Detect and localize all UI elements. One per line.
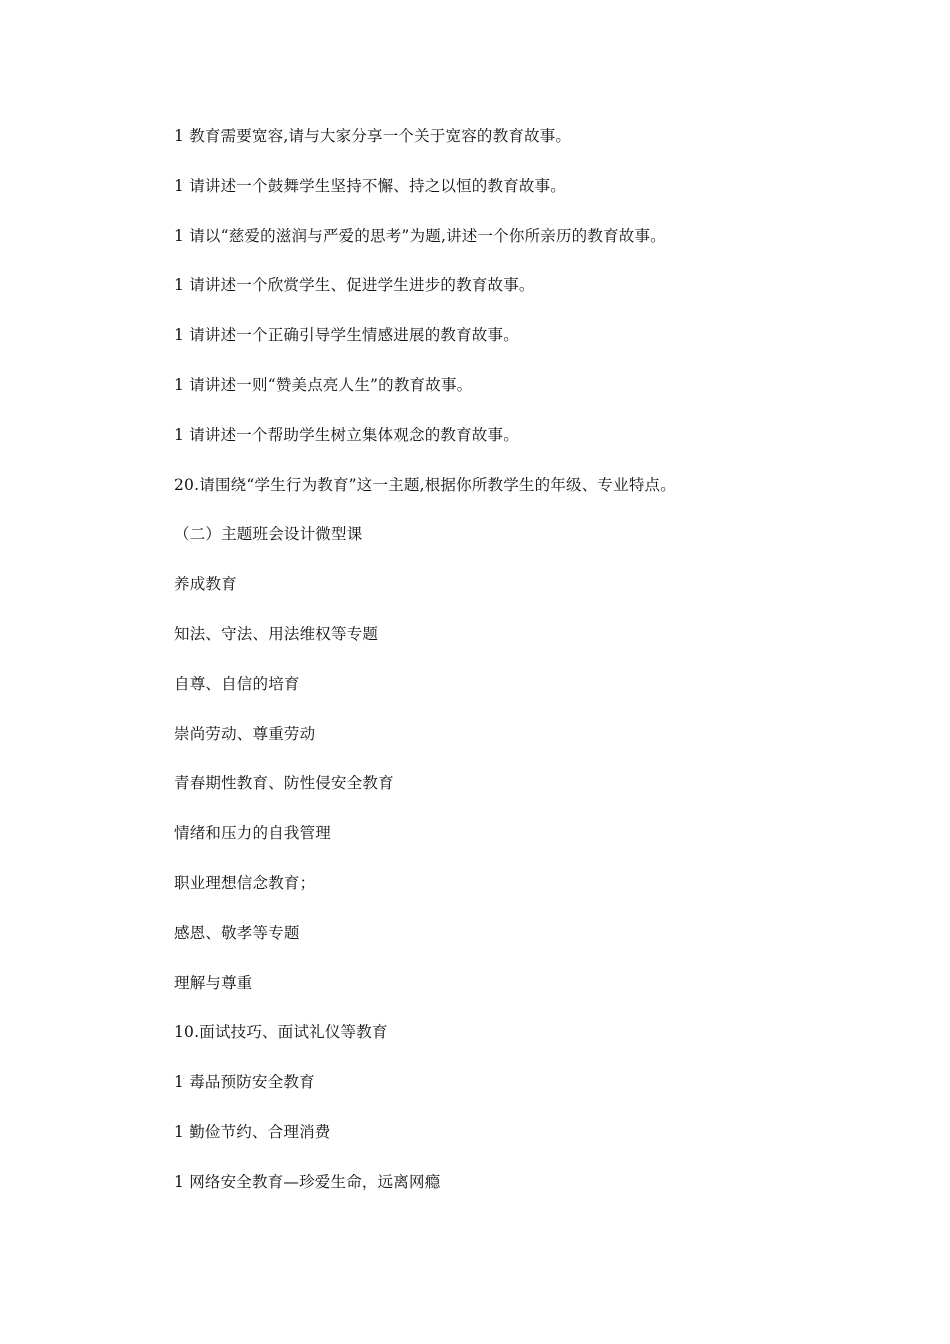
text-line: 1 教育需要宽容,请与大家分享一个关于宽容的教育故事。	[174, 127, 572, 145]
text-line: 1 请讲述一个正确引导学生情感进展的教育故事。	[174, 326, 519, 345]
text-line: 20.请围绕“学生行为教育”这一主题,根据你所教学生的年级、专业特点。	[174, 475, 676, 494]
text-line: 知法、守法、用法维权等专题	[174, 624, 379, 643]
text-line: 1 网络安全教育—珍爱生命，远离网瘾	[174, 1172, 441, 1191]
text-line: 情绪和压力的自我管理	[174, 824, 332, 843]
text-line: 1 请讲述一个欣赏学生、促进学生进步的教育故事。	[174, 276, 535, 295]
text-line: 1 请讲述一则“赞美点亮人生”的教育故事。	[174, 375, 473, 394]
text-line: 1 请讲述一个帮助学生树立集体观念的教育故事。	[174, 425, 519, 444]
text-line: 1 毒品预防安全教育	[174, 1073, 315, 1092]
text-line: 青春期性教育、防性侵安全教育	[174, 774, 394, 793]
text-line: 1 请以“慈爱的滋润与严爱的思考”为题,讲述一个你所亲历的教育故事。	[174, 226, 666, 245]
text-line: 自尊、自信的培育	[174, 674, 300, 693]
text-line: 10.面试技巧、面试礼仪等教育	[174, 1023, 388, 1042]
text-line: 职业理想信念教育；	[174, 873, 316, 892]
text-line: 养成教育	[174, 575, 237, 594]
text-line: 1 请讲述一个鼓舞学生坚持不懈、持之以恒的教育故事。	[174, 176, 566, 195]
text-line: 崇尚劳动、尊重劳动	[174, 724, 316, 743]
text-line: 1 勤俭节约、合理消费	[174, 1122, 331, 1141]
section-heading: （二）主题班会设计微型课	[174, 525, 363, 544]
text-line: 理解与尊重	[174, 973, 253, 992]
document-body	[174, 126, 874, 1222]
text-line: 感恩、敬孝等专题	[174, 923, 300, 942]
